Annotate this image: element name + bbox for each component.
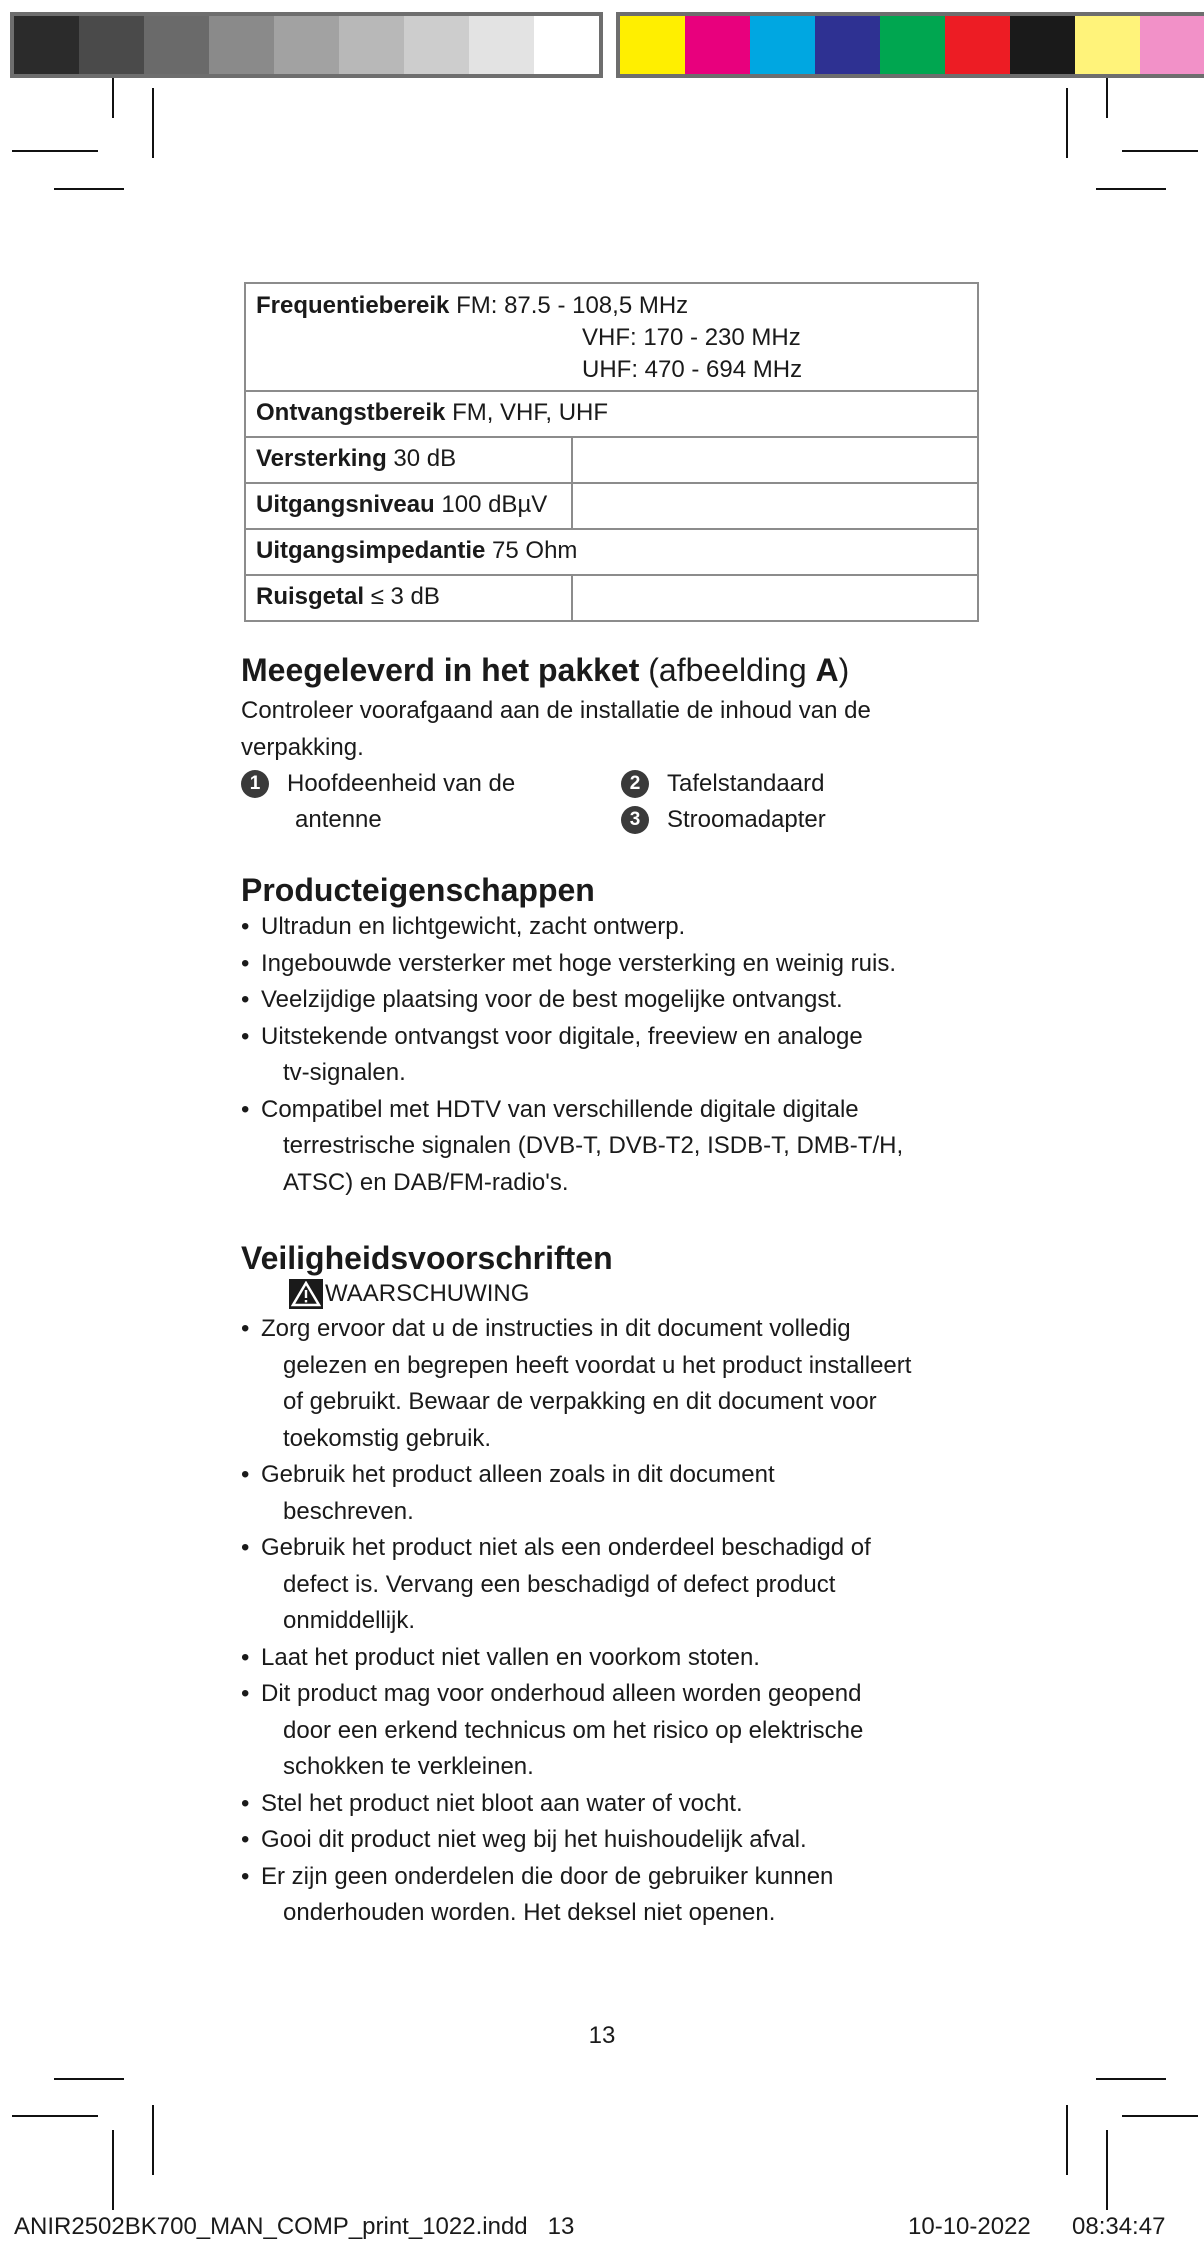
features-list (241, 909, 971, 1201)
crop-mark (1122, 2115, 1198, 2117)
color-swatch (14, 16, 79, 74)
color-swatch (1075, 16, 1140, 74)
list-item-text: Gebruik het product niet als een onderdeel beschadigd of (261, 1534, 871, 1561)
list-item (241, 766, 621, 838)
bullet-icon: • (241, 1643, 250, 1671)
spec-value: 30 dB (393, 445, 457, 472)
color-swatch (79, 16, 144, 74)
table-cell (572, 437, 978, 483)
list-item-text: defect is. Vervang een beschadigd of defect product (283, 1570, 836, 1598)
table-row (245, 575, 978, 621)
bullet-icon: • (241, 1022, 250, 1050)
warning-label: WAARSCHUWING (325, 1280, 530, 1307)
list-item-text: onderhouden worden. Het deksel niet openen. (283, 1899, 776, 1926)
list-item-text: Laat het product niet vallen en voorkom stoten. (261, 1643, 760, 1671)
list-item-text: Gebruik het product alleen zoals in dit document (261, 1461, 775, 1488)
list-item-text: beschreven. (283, 1497, 414, 1525)
footer-filename: ANIR2502BK700_MAN_COMP_print_1022.indd 13 (14, 2213, 575, 2240)
crop-mark (54, 2078, 124, 2080)
list-item-text: Ultradun en lichtgewicht, zacht ontwerp. (261, 913, 686, 940)
color-swatch (880, 16, 945, 74)
list-item (241, 1530, 971, 1640)
crop-mark (1106, 2130, 1108, 2210)
safety-heading: Veiligheidsvoorschriften (241, 1240, 613, 1276)
list-item-text: gelezen en begrepen heeft voordat u het product installeert (283, 1351, 912, 1379)
list-item-text: Dit product mag voor onderhoud alleen worden geopend (261, 1680, 862, 1707)
color-swatch (750, 16, 815, 74)
specifications-table (244, 282, 979, 622)
list-item-text: Stel het product niet bloot aan water of vocht. (261, 1789, 743, 1817)
list-item-text: tv-signalen. (283, 1059, 406, 1086)
spec-value: ≤ 3 dB (370, 583, 440, 610)
spec-label: Uitgangsimpedantie (256, 537, 486, 564)
crop-mark (1066, 2105, 1068, 2175)
crop-mark (1106, 78, 1108, 118)
warning-row (241, 1277, 971, 1311)
color-swatch (815, 16, 880, 74)
package-column-right (621, 766, 971, 838)
color-swatch (534, 16, 599, 74)
list-item-text: ATSC) en DAB/FM-radio's. (283, 1168, 569, 1196)
item-label: antenne (295, 806, 382, 833)
table-row (245, 391, 978, 437)
package-intro: Controleer voorafgaand aan de installatie de inhoud van de verpakking. (241, 697, 871, 761)
cmyk-color-bar (616, 12, 1204, 78)
heading-bold: Meegeleverd in het pakket (241, 652, 640, 688)
bullet-icon: • (241, 1095, 250, 1123)
package-section (241, 652, 971, 838)
color-swatch (144, 16, 209, 74)
crop-mark (54, 188, 124, 190)
bullet-icon: • (241, 913, 250, 940)
bullet-icon: • (241, 1461, 250, 1488)
list-item (241, 1457, 971, 1530)
figure-ref: A (815, 652, 839, 688)
list-item (241, 982, 971, 1019)
color-swatch (620, 16, 685, 74)
heading-light: ) (838, 652, 850, 688)
table-row (245, 437, 978, 483)
bullet-icon: • (241, 1826, 250, 1853)
table-cell (245, 575, 572, 621)
color-swatch (469, 16, 534, 74)
table-row (245, 283, 978, 391)
spec-value: 75 Ohm (492, 537, 578, 564)
list-item (241, 946, 971, 983)
spec-value: FM, VHF, UHF (452, 399, 609, 426)
package-items (241, 766, 971, 838)
grayscale-color-bar (10, 12, 603, 78)
list-item (241, 1676, 971, 1786)
table-row (245, 483, 978, 529)
item-label: Tafelstandaard (667, 770, 825, 797)
spec-label: Uitgangsniveau (256, 491, 435, 518)
bullet-icon: • (241, 949, 250, 977)
color-swatch (1010, 16, 1075, 74)
list-item-text: Uitstekende ontvangst voor digitale, freeview en analoge (261, 1022, 863, 1050)
number-badge: 3 (621, 806, 649, 834)
list-item-text: Gooi dit product niet weg bij het huishoudelijk afval. (261, 1826, 807, 1853)
list-item-text: toekomstig gebruik. (283, 1424, 492, 1452)
list-item (241, 1786, 971, 1823)
color-swatch (685, 16, 750, 74)
crop-mark (12, 2115, 98, 2117)
crop-mark (152, 88, 154, 158)
features-section (241, 872, 971, 1201)
color-swatch (339, 16, 404, 74)
bullet-icon: • (241, 1789, 250, 1817)
table-cell (572, 575, 978, 621)
list-item (241, 909, 971, 946)
list-item-text: Zorg ervoor dat u de instructies in dit document volledig (261, 1315, 851, 1342)
color-swatch (274, 16, 339, 74)
number-badge: 2 (621, 770, 649, 798)
table-row (245, 529, 978, 575)
list-item (241, 1311, 971, 1457)
crop-mark (1122, 150, 1198, 152)
bullet-icon: • (241, 1534, 250, 1561)
crop-mark (1096, 2078, 1166, 2080)
safety-section (241, 1240, 971, 1932)
warning-triangle-icon (291, 1281, 321, 1307)
list-item-text: Ingebouwde versterker met hoge versterking en weinig ruis. (261, 949, 896, 977)
bullet-icon: • (241, 1862, 250, 1890)
spec-value-extra: VHF: 170 - 230 MHz (582, 324, 801, 351)
crop-mark (112, 2130, 114, 2210)
spec-label: Versterking (256, 445, 387, 472)
table-cell (245, 437, 572, 483)
list-item-text: Compatibel met HDTV van verschillende digitale digitale (261, 1095, 859, 1123)
crop-mark (112, 78, 114, 118)
spec-value: FM: 87.5 - 108,5 MHz (456, 292, 689, 319)
bullet-icon: • (241, 986, 250, 1013)
list-item (241, 1092, 971, 1202)
number-badge: 1 (241, 770, 269, 798)
crop-mark (1096, 188, 1166, 190)
list-item (241, 1019, 971, 1092)
table-cell (245, 283, 978, 391)
table-cell (245, 391, 978, 437)
list-item (621, 766, 971, 802)
list-item (241, 1859, 971, 1932)
crop-mark (152, 2105, 154, 2175)
features-heading: Producteigenschappen (241, 872, 595, 908)
list-item-text: schokken te verkleinen. (283, 1753, 534, 1780)
footer-time: 08:34:47 (1072, 2213, 1166, 2240)
heading-light: (afbeelding (648, 652, 816, 688)
table-cell (572, 483, 978, 529)
bullet-icon: • (241, 1680, 250, 1707)
list-item (621, 802, 971, 838)
list-item-text: Er zijn geen onderdelen die door de gebruiker kunnen (261, 1862, 834, 1890)
package-heading (241, 652, 971, 689)
spec-value: 100 dBµV (441, 491, 548, 518)
spec-label: Frequentiebereik (256, 292, 450, 319)
color-swatch (209, 16, 274, 74)
list-item (241, 1640, 971, 1677)
table-cell (245, 529, 978, 575)
color-swatch (1140, 16, 1204, 74)
list-item-text: door een erkend technicus om het risico op elektrische (283, 1716, 864, 1744)
bullet-icon: • (241, 1315, 250, 1342)
spec-label: Ruisgetal (256, 583, 365, 610)
list-item-text: onmiddellijk. (283, 1607, 416, 1634)
item-label: Stroomadapter (667, 806, 826, 833)
crop-mark (1066, 88, 1068, 158)
list-item-text: Veelzijdige plaatsing voor de best mogelijke ontvangst. (261, 986, 843, 1013)
list-item (241, 1822, 971, 1859)
warning-icon (289, 1279, 323, 1309)
list-item-text: terrestrische signalen (DVB-T, DVB-T2, ISDB-T, DMB-T/H, (283, 1132, 904, 1159)
crop-mark (12, 150, 98, 152)
page-number: 13 (588, 2022, 616, 2049)
color-swatch (404, 16, 469, 74)
list-item-text: of gebruikt. Bewaar de verpakking en dit document voor (283, 1388, 877, 1415)
spec-value-extra: UHF: 470 - 694 MHz (582, 356, 803, 383)
safety-list (241, 1311, 971, 1932)
color-swatch (945, 16, 1010, 74)
spec-label: Ontvangstbereik (256, 399, 446, 426)
footer-date: 10-10-2022 (908, 2213, 1031, 2240)
item-label: Hoofdeenheid van de (287, 770, 516, 797)
table-cell (245, 483, 572, 529)
